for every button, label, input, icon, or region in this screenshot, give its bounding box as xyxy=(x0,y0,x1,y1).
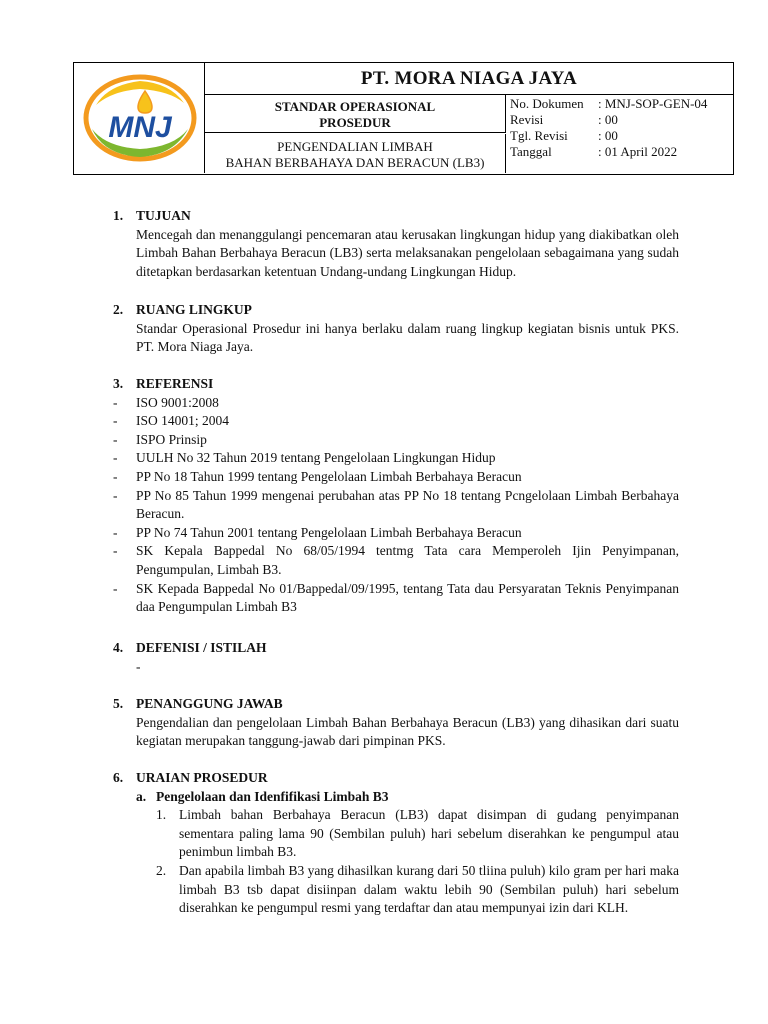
section-title: DEFENISI / ISTILAH xyxy=(136,640,267,655)
meta-key: Tanggal xyxy=(510,144,552,159)
reference-list xyxy=(113,394,679,617)
procedure-step xyxy=(156,806,679,862)
list-item xyxy=(113,449,679,468)
list-item-text: SK Kepada Bappedal No 01/Bappedal/09/1995, tentang Tata dau Persyaratan Teknis Penyimpanan daa Pengumpulan Limbah B3 xyxy=(136,580,679,615)
dash-bullet: - xyxy=(113,543,118,559)
document-meta xyxy=(510,95,731,174)
section-heading xyxy=(113,769,679,788)
section-heading xyxy=(113,207,679,226)
section-heading xyxy=(113,301,679,320)
sop-subject-line1: PENGENDALIAN LIMBAH xyxy=(277,139,433,154)
section-penanggung-jawab xyxy=(113,695,679,751)
subsection xyxy=(136,788,679,918)
list-item xyxy=(113,431,679,450)
meta-value: : 00 xyxy=(598,128,618,143)
section-defenisi xyxy=(113,639,679,676)
list-item xyxy=(113,468,679,487)
section-heading xyxy=(113,375,679,394)
dash-bullet: - xyxy=(113,487,118,503)
company-logo xyxy=(74,63,204,173)
list-item-text: ISO 14001; 2004 xyxy=(136,413,230,429)
subsection-heading xyxy=(136,788,679,807)
subsection-letter: a. xyxy=(136,788,147,804)
section-title: REFERENSI xyxy=(136,376,214,391)
dash-bullet: - xyxy=(113,468,118,484)
section-referensi xyxy=(113,375,679,617)
section-text: - xyxy=(136,658,141,674)
meta-key: Revisi xyxy=(510,112,544,127)
section-title: TUJUAN xyxy=(136,208,191,223)
list-item xyxy=(113,542,679,579)
procedure-step xyxy=(156,862,679,918)
section-title: URAIAN PROSEDUR xyxy=(136,770,268,785)
step-number: 2. xyxy=(156,862,167,878)
section-number: 6. xyxy=(113,770,124,785)
list-item xyxy=(113,524,679,543)
meta-row-revision-date xyxy=(510,128,731,144)
logo-cell xyxy=(74,63,205,173)
section-heading xyxy=(113,639,679,658)
sop-subject-line2: BAHAN BERBAHAYA DAN BERACUN (LB3) xyxy=(225,155,485,170)
meta-value: : 00 xyxy=(598,112,618,127)
meta-row-doc-number xyxy=(510,96,731,112)
sop-title-line1: STANDAR OPERASIONAL xyxy=(274,99,436,114)
dash-bullet: - xyxy=(113,431,118,447)
dash-bullet: - xyxy=(113,394,118,410)
section-number: 5. xyxy=(113,696,124,711)
step-text: Dan apabila limbah B3 yang dihasilkan kurang dari 50 tliina puluh) kilo gram per hari maka limbah B3 tsb dapat disiinpan dalam waktu lebih 90 (Sembilan puluh) hari sebelum diserahkan ke pengumpul resmi yang terdaftar dan atau mempunyai izin dari KLH. xyxy=(179,862,679,916)
section-ruang-lingkup xyxy=(113,301,679,357)
logo-letters: MNJ xyxy=(108,111,172,144)
section-text: Pengendalian dan pengelolaan Limbah Bahan Berbahaya Beracun (LB3) yang dihasikan dari suatu kegiatan merupakan tanggung-jawab dari pimpinan PKS. xyxy=(136,714,679,749)
sop-title-line2: PROSEDUR xyxy=(319,115,391,130)
section-uraian-prosedur xyxy=(113,769,679,918)
procedure-steps xyxy=(156,806,679,918)
list-item-text: PP No 85 Tahun 1999 mengenai perubahan atas PP No 18 tentang Pcngelolaan Limbah Berbahaya Beracun. xyxy=(136,487,679,522)
list-item xyxy=(113,412,679,431)
meta-value: : MNJ-SOP-GEN-04 xyxy=(598,96,708,111)
section-tujuan xyxy=(113,207,679,281)
section-number: 3. xyxy=(113,376,124,391)
subsection-title: Pengelolaan dan Idenfifikasi Limbah B3 xyxy=(156,788,389,804)
section-heading xyxy=(113,695,679,714)
meta-key: Tgl. Revisi xyxy=(510,128,568,143)
dash-bullet: - xyxy=(113,580,118,596)
sop-title xyxy=(205,95,506,133)
dash-bullet: - xyxy=(113,413,118,429)
list-item xyxy=(113,580,679,617)
list-item-text: ISO 9001:2008 xyxy=(136,394,219,410)
list-item-text: PP No 74 Tahun 2001 tentang Pengelolaan Limbah Berbahaya Beracun xyxy=(136,524,522,540)
section-text: Mencegah dan menanggulangi pencemaran atau kerusakan lingkungan hidup yang diakibatkan oleh Limbah Bahan Berbahaya Beracun (LB3) serta melaksanakan pengelolaan sebagaimana yang sudah ditetapkan berdasarkan ketentuan Undang-undang Lingkungan Hidup. xyxy=(136,226,679,279)
section-number: 1. xyxy=(113,208,124,223)
section-number: 2. xyxy=(113,302,124,317)
meta-row-date xyxy=(510,144,731,160)
section-number: 4. xyxy=(113,640,124,655)
meta-value: : 01 April 2022 xyxy=(598,144,678,159)
list-item-text: PP No 18 Tahun 1999 tentang Pengelolaan Limbah Berbahaya Beracun xyxy=(136,468,522,484)
list-item-text: ISPO Prinsip xyxy=(136,431,207,447)
company-name: PT. MORA NIAGA JAYA xyxy=(205,63,733,95)
section-text: Standar Operasional Prosedur ini hanya berlaku dalam ruang lingkup kegiatan bisnis untuk PKS. PT. Mora Niaga Jaya. xyxy=(136,320,679,355)
list-item xyxy=(113,394,679,413)
sop-subject xyxy=(205,134,506,173)
document-header-table xyxy=(73,62,734,175)
dash-bullet: - xyxy=(113,450,118,466)
section-title: RUANG LINGKUP xyxy=(136,302,252,317)
meta-row-revision xyxy=(510,112,731,128)
meta-key: No. Dokumen xyxy=(510,96,584,111)
step-text: Limbah bahan Berbahaya Beracun (LB3) dapat disimpan di gudang penyimpanan sementara paling lama 90 (Sembilan puluh) hari sebelum diserahkan ke pengumpul atau penimbun limbah B3. xyxy=(179,807,679,860)
list-item xyxy=(113,487,679,524)
step-number: 1. xyxy=(156,807,167,823)
section-title: PENANGGUNG JAWAB xyxy=(136,696,283,711)
dash-bullet: - xyxy=(113,524,118,540)
list-item-text: SK Kepala Bappedal No 68/05/1994 tentmg Tata cara Memperoleh Ijin Penyimpanan, Pengumpulan, Limbah B3. xyxy=(136,543,679,577)
list-item-text: UULH No 32 Tahun 2019 tentang Pengelolaan Lingkungan Hidup xyxy=(136,450,496,466)
